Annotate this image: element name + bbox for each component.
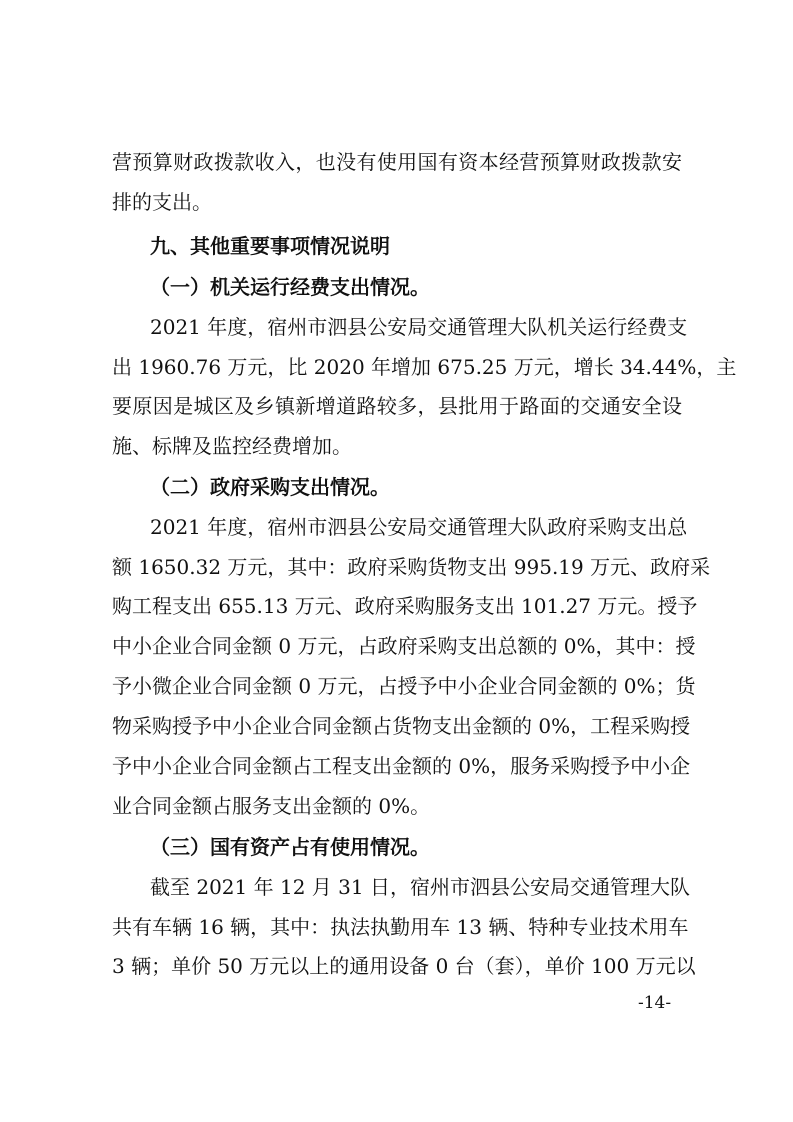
subsection-heading: （二）政府采购支出情况。	[150, 475, 390, 499]
subsection-heading: （一）机关运行经费支出情况。	[150, 275, 430, 299]
body-line: 排的支出。	[112, 190, 212, 214]
body-line: 额 1650.32 万元，其中：政府采购货物支出 995.19 万元、政府采	[112, 555, 711, 579]
body-line: 中小企业合同金额 0 万元，占政府采购支出总额的 0%，其中：授	[112, 634, 696, 658]
body-line: 2021 年度，宿州市泗县公安局交通管理大队机关运行经费支	[150, 315, 688, 339]
section-heading: 九、其他重要事项情况说明	[150, 234, 390, 258]
subsection-heading: （三）国有资产占有使用情况。	[150, 835, 430, 859]
body-line: 业合同金额占服务支出金额的 0%。	[112, 794, 431, 818]
body-line: 施、标牌及监控经费增加。	[112, 434, 352, 458]
body-line: 2021 年度，宿州市泗县公安局交通管理大队政府采购支出总	[150, 515, 688, 539]
body-line: 营预算财政拨款收入，也没有使用国有资本经营预算财政拨款安	[112, 150, 682, 174]
body-line: 出 1960.76 万元，比 2020 年增加 675.25 万元，增长 34.44%，主	[112, 355, 737, 379]
body-line: 物采购授予中小企业合同金额占货物支出金额的 0%，工程采购授	[112, 714, 691, 738]
body-line: 截至 2021 年 12 月 31 日，宿州市泗县公安局交通管理大队	[150, 875, 690, 899]
body-line: 购工程支出 655.13 万元、政府采购服务支出 101.27 万元。授予	[112, 594, 698, 618]
body-line: 3 辆；单价 50 万元以上的通用设备 0 台（套），单价 100 万元以	[112, 954, 696, 978]
body-line: 予中小企业合同金额占工程支出金额的 0%，服务采购授予中小企	[112, 754, 691, 778]
page-number: -14-	[638, 993, 672, 1013]
body-line: 予小微企业合同金额 0 万元，占授予中小企业合同金额的 0%；货	[112, 674, 696, 698]
body-line: 共有车辆 16 辆，其中：执法执勤用车 13 辆、特种专业技术用车	[112, 915, 689, 939]
body-line: 要原因是城区及乡镇新增道路较多，县批用于路面的交通安全设	[112, 394, 682, 418]
